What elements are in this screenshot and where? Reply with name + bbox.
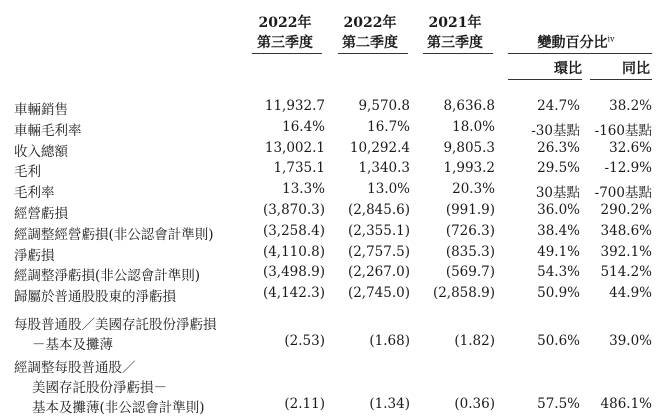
row-label: 車輛毛利率: [14, 123, 82, 139]
eps-col3: (1.82): [454, 333, 495, 349]
change-header: [500, 32, 652, 52]
qoq-header: 環比: [554, 61, 582, 77]
row-value-col2: (2,267.0): [347, 264, 410, 280]
row-value-qoq: 29.5%: [537, 160, 580, 176]
adj-eps-label-line2: 美國存託股份淨虧損－: [32, 380, 167, 396]
row-value-col1: 13.3%: [282, 181, 325, 197]
row-label: 經調整經營虧損(非公認會計準則): [14, 227, 214, 243]
row-value-col1: (3,258.4): [262, 223, 325, 239]
yoy-header: 同比: [622, 61, 650, 77]
row-value-qoq: 24.7%: [537, 98, 580, 114]
row-value-col3: (991.9): [445, 202, 495, 218]
yoy-rule: [590, 79, 652, 80]
qoq-rule: [508, 79, 582, 80]
row-value-col3: 20.3%: [452, 181, 495, 197]
eps-label-line2: －基本及攤薄: [32, 337, 113, 353]
row-value-col3: 8,636.8: [443, 98, 495, 114]
row-value-col1: (3,498.9): [262, 264, 325, 280]
row-value-col1: (4,142.3): [262, 285, 325, 301]
row-value-yoy: 32.6%: [609, 140, 652, 156]
col1-rule: [252, 53, 322, 54]
adj-eps-col3: (0.36): [454, 396, 495, 412]
row-value-col1: 13,002.1: [264, 140, 325, 156]
row-value-col1: (3,870.3): [262, 202, 325, 218]
row-value-col1: (4,110.8): [262, 244, 325, 260]
row-value-qoq: 36.0%: [537, 202, 580, 218]
adj-eps-label-line1: 經調整每股普通股／: [14, 360, 136, 376]
row-value-yoy: -160基點: [594, 123, 652, 139]
row-label: 毛利: [14, 164, 41, 180]
col2-year: 2022年: [343, 15, 397, 31]
row-value-qoq: 30基點: [535, 185, 580, 201]
row-value-col2: 9,570.8: [358, 98, 410, 114]
row-value-yoy: 514.2%: [600, 264, 652, 280]
row-value-col3: 9,805.3: [443, 140, 495, 156]
row-value-col3: (2,858.9): [432, 285, 495, 301]
col3-year: 2021年: [428, 15, 482, 31]
adj-eps-label-line3: 基本及攤薄(非公認會計準則): [32, 400, 205, 416]
row-value-yoy: 44.9%: [609, 285, 652, 301]
row-value-col3: (569.7): [445, 264, 495, 280]
row-value-yoy: 38.2%: [609, 98, 652, 114]
col2-rule: [338, 53, 408, 54]
row-value-yoy: -12.9%: [604, 160, 652, 176]
eps-label-line1: 每股普通股／美國存託股份淨虧損: [14, 317, 217, 333]
change-rule: [508, 53, 652, 54]
col1-quarter: 第三季度: [257, 35, 313, 51]
adj-eps-yoy: 486.1%: [600, 396, 652, 412]
row-value-qoq: -30基點: [531, 123, 580, 139]
col3-rule: [423, 53, 493, 54]
eps-col2: (1.68): [369, 333, 410, 349]
eps-col1: (2.53): [284, 333, 325, 349]
row-value-col2: 10,292.4: [349, 140, 410, 156]
adj-eps-col1: (2.11): [284, 396, 325, 412]
adj-eps-col2: (1.34): [369, 396, 410, 412]
row-value-col3: (835.3): [445, 244, 495, 260]
row-value-col1: 16.4%: [282, 119, 325, 135]
eps-yoy: 39.0%: [609, 333, 652, 349]
change-note: iv: [607, 34, 615, 44]
row-value-qoq: 50.9%: [537, 285, 580, 301]
row-label: 收入總額: [14, 144, 68, 160]
row-value-yoy: -700基點: [594, 185, 652, 201]
col1-year: 2022年: [258, 15, 312, 31]
row-value-yoy: 290.2%: [600, 202, 652, 218]
row-value-qoq: 49.1%: [537, 244, 580, 260]
row-value-col2: 13.0%: [367, 181, 410, 197]
row-value-col2: (2,745.0): [347, 285, 410, 301]
row-value-col2: (2,757.5): [347, 244, 410, 260]
col3-quarter: 第三季度: [427, 35, 483, 51]
row-value-col2: (2,845.6): [347, 202, 410, 218]
row-value-yoy: 392.1%: [600, 244, 652, 260]
row-value-col2: 1,340.3: [358, 160, 410, 176]
row-value-col3: (726.3): [445, 223, 495, 239]
row-value-col2: (2,355.1): [347, 223, 410, 239]
row-value-col1: 11,932.7: [264, 98, 325, 114]
row-label: 車輛銷售: [14, 102, 68, 118]
row-value-col2: 16.7%: [367, 119, 410, 135]
row-value-yoy: 348.6%: [600, 223, 652, 239]
row-value-qoq: 26.3%: [537, 140, 580, 156]
row-value-col3: 1,993.2: [443, 160, 495, 176]
row-label: 經營虧損: [14, 206, 68, 222]
col2-quarter: 第二季度: [342, 35, 398, 51]
row-value-qoq: 54.3%: [537, 264, 580, 280]
row-label: 經調整淨虧損(非公認會計準則): [14, 268, 201, 284]
eps-qoq: 50.6%: [537, 333, 580, 349]
change-label: 變動百分比: [537, 35, 608, 51]
adj-eps-qoq: 57.5%: [537, 396, 580, 412]
row-label: 毛利率: [14, 185, 55, 201]
row-label: 歸屬於普通股股東的淨虧損: [14, 289, 176, 305]
row-value-qoq: 38.4%: [537, 223, 580, 239]
row-value-col3: 18.0%: [452, 119, 495, 135]
row-value-col1: 1,735.1: [273, 160, 325, 176]
row-label: 淨虧損: [14, 248, 55, 264]
